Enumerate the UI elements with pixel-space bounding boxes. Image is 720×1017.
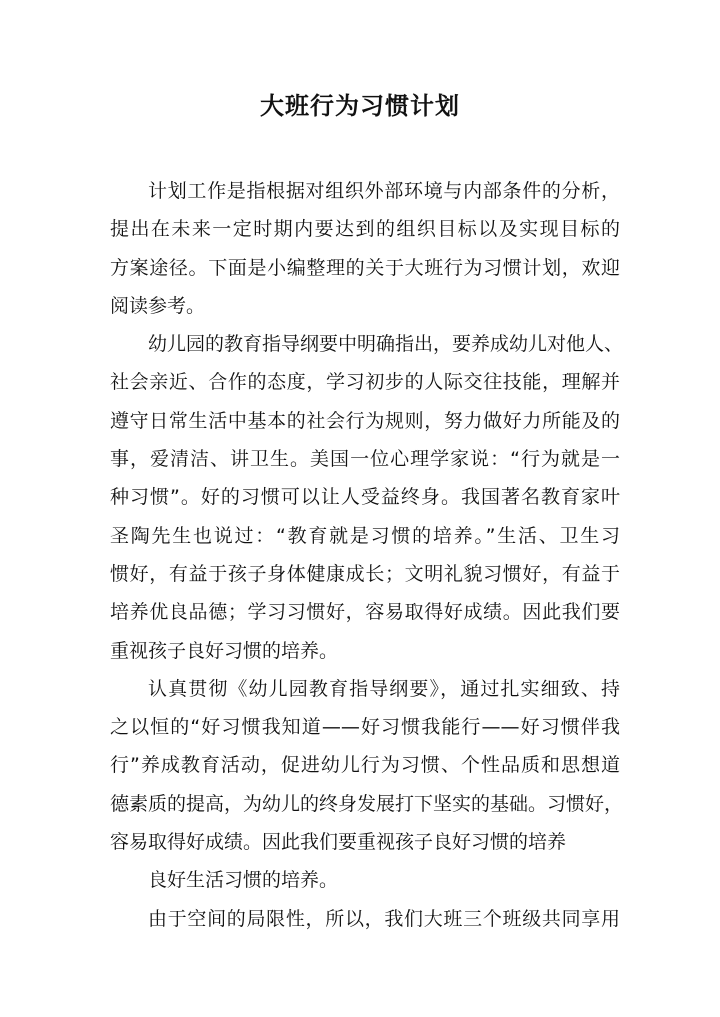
- paragraph-line: 行”养成教育活动，促进幼儿行为习惯、个性品质和思想道: [110, 754, 620, 777]
- paragraph-line: 容易取得好成绩。因此我们要重视孩子良好习惯的培养: [110, 831, 567, 854]
- paragraph-line: 惯好，有益于孩子身体健康成长；文明礼貌习惯好，有益于: [110, 562, 620, 585]
- document-title: 大班行为习惯计划: [260, 92, 460, 120]
- paragraph-line: 良好生活习惯的培养。: [148, 869, 339, 892]
- document-body: [110, 172, 624, 938]
- paragraph-line: 之以恒的“好习惯我知道——好习惯我能行——好习惯伴我: [110, 716, 620, 739]
- paragraph-line: 认真贯彻《幼儿园教育指导纲要》，通过扎实细致、持: [148, 677, 620, 700]
- paragraph-line: 事，爱清洁、讲卫生。美国一位心理学家说：“行为就是一: [110, 448, 620, 471]
- paragraph-line: 幼儿园的教育指导纲要中明确指出，要养成幼儿对他人、: [148, 333, 624, 356]
- paragraph-line: 圣陶先生也说过：“教育就是习惯的培养。”生活、卫生习: [110, 524, 620, 547]
- paragraph-line: 种习惯”。好的习惯可以让人受益终身。我国著名教育家叶: [110, 486, 620, 509]
- paragraph-line: 遵守日常生活中基本的社会行为规则，努力做好力所能及的: [110, 409, 620, 432]
- paragraph-line: 方案途径。下面是小编整理的关于大班行为习惯计划，欢迎: [110, 256, 620, 279]
- paragraph-line: 阅读参考。: [110, 294, 206, 317]
- paragraph-line: 重视孩子良好习惯的培养。: [110, 639, 339, 662]
- paragraph-line: 德素质的提高，为幼儿的终身发展打下坚实的基础。习惯好，: [110, 792, 624, 815]
- paragraph-line: 培养优良品德；学习习惯好，容易取得好成绩。因此我们要: [110, 601, 620, 624]
- paragraph-line: 计划工作是指根据对组织外部环境与内部条件的分析，: [148, 180, 620, 202]
- paragraph-line: 社会亲近、合作的态度，学习初步的人际交往技能，理解并: [110, 371, 620, 394]
- paragraph-line: 提出在未来一定时期内要达到的组织目标以及实现目标的: [110, 218, 620, 241]
- paragraph-line: 由于空间的局限性，所以，我们大班三个班级共同享用: [148, 907, 620, 930]
